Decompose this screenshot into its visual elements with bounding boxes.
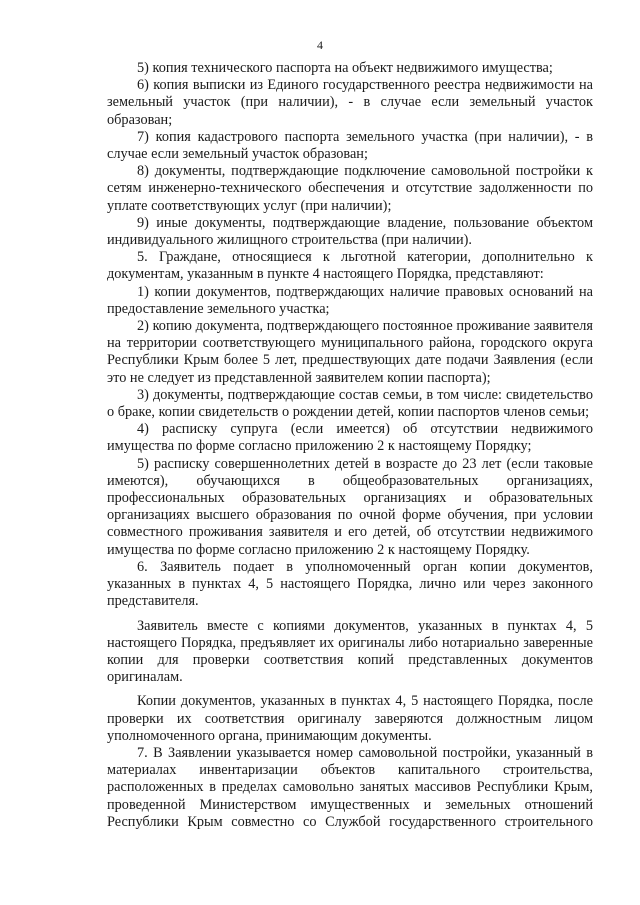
paragraph-clause-6-originals: Заявитель вместе с копиями документов, указанных в пунктах 4, 5 настоящего Порядка, предъявляет их оригиналы либо нотариально заверенные копии для проверки соответствия копий представленных документов оригиналам.	[107, 617, 593, 686]
paragraph-clause-5-item-2: 2) копию документа, подтверждающего постоянное проживание заявителя на территории соответствующего муниципального района, городского округа Республики Крым более 5 лет, предшествующих дате подачи Заявления (если это не следует из представленной заявителем копии паспорта);	[107, 318, 593, 386]
paragraph-clause-5-item-1: 1) копии документов, подтверждающих наличие правовых оснований на предоставление земельного участка;	[107, 283, 593, 317]
document-body	[107, 60, 593, 831]
paragraph-item-5-technical-passport: 5) копия технического паспорта на объект недвижимого имущества;	[137, 60, 553, 76]
paragraph-clause-5-item-3: 3) документы, подтверждающие состав семьи, в том числе: свидетельство о браке, копии свидетельств о рождении детей, копии паспортов членов семьи;	[107, 386, 593, 421]
paragraph-clause-7: 7. В Заявлении указывается номер самовольной постройки, указанный в материалах инвентаризации объектов капитального строительства, расположенных в пределах самовольно занятых массивов Республики Крым, проведенной Министерством имущественных и земельных отношений Республики Крым совместно со Службой государственного строительного	[107, 744, 593, 830]
paragraph-item-7-cadastral-passport: 7) копия кадастрового паспорта земельного участка (при наличии), - в случае если земельный участок образован;	[107, 128, 593, 163]
paragraph-clause-5-item-4: 4) расписку супруга (если имеется) об отсутствии недвижимого имущества по форме согласно приложению 2 к настоящему Порядку;	[107, 421, 593, 455]
paragraph-clause-6: 6. Заявитель подает в уполномоченный орган копии документов, указанных в пунктах 4, 5 настоящего Порядка, лично или через законного представителя.	[107, 558, 593, 610]
paragraph-item-8-utility-connection: 8) документы, подтверждающие подключение самовольной постройки к сетям инженерно-технического обеспечения и отсутствие задолженности по уплате соответствующих услуг (при наличии);	[107, 163, 593, 214]
paragraph-clause-5-item-5: 5) расписку совершеннолетних детей в возрасте до 23 лет (если таковые имеются), обучающихся в общеобразовательных организациях, профессиональных образовательных организациях и образовательных организациях высшего образования по очной форме обучения, при условии совместного проживания заявителя и его детей, об отсутствии недвижимого имущества по форме согласно приложению 2 к настоящему Порядку.	[107, 455, 593, 558]
page-number: 4	[317, 38, 323, 52]
paragraph-item-6-egrn-extract: 6) копия выписки из Единого государственного реестра недвижимости на земельный участок (при наличии), - в случае если земельный участок образован;	[107, 77, 593, 128]
paragraph-clause-5-privileged-category: 5. Граждане, относящиеся к льготной категории, дополнительно к документам, указанным в пункте 4 настоящего Порядка, представляют:	[107, 249, 593, 283]
paragraph-item-9-other-documents: 9) иные документы, подтверждающие владение, пользование объектом индивидуального жилищного строительства (при наличии).	[107, 214, 593, 249]
paragraph-clause-6-certification: Копии документов, указанных в пунктах 4, 5 настоящего Порядка, после проверки их соответствия оригиналу заверяются должностным лицом уполномоченного органа, принимающим документы.	[107, 693, 593, 744]
